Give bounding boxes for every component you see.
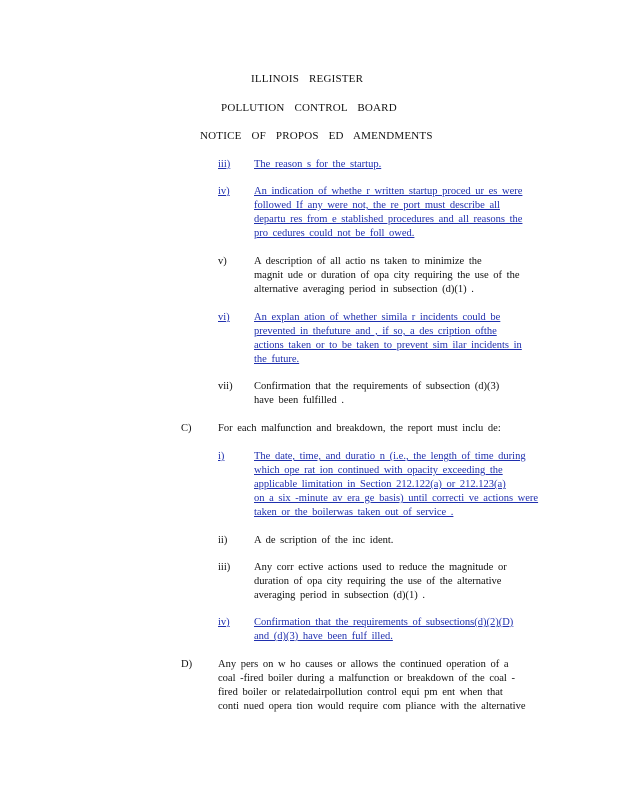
section-text-c: For each malfunction and breakdown, the report must inclu de:: [218, 423, 501, 434]
item-label-ii: ii): [218, 535, 228, 546]
item-label-iii: iii): [218, 159, 231, 170]
item-text-v: A description of all actio ns taken to minimize the magnit ude or duration of opa city requiring the use of the alternative averaging period in subsection (d)(1) .: [254, 256, 520, 295]
board-title: POLLUTION CONTROL BOARD: [221, 102, 397, 114]
item-label-iii-b: iii): [218, 562, 231, 573]
item-label-i: i): [218, 451, 225, 462]
item-text-i: The date, time, and duratio n (i.e., the length of time during which ope rat ion continued with opacity exceeding the applicable limitation in Section 212.122(a) or 212.123(a) on a six -minute av era ge basis) until correcti ve actions were taken or the boilerwas taken out of service .: [254, 451, 539, 518]
section-label-d: D): [181, 659, 193, 670]
item-text-iii: The reason s for the startup.: [254, 159, 382, 170]
item-label-v: v): [218, 256, 227, 267]
item-label-vii: vii): [218, 381, 233, 392]
item-label-vi: vi): [218, 312, 230, 323]
register-title: ILLINOIS REGISTER: [251, 73, 364, 85]
item-text-iii-b: Any corr ective actions used to reduce the magnitude or duration of opa city requiring the use of the alternative averaging period in subsection (d)(1) .: [254, 562, 507, 601]
item-label-iv-b: iv): [218, 617, 230, 628]
item-text-iv: An indication of whethe r written startup proced ur es were followed If any were not, the re port must describe all departu res from e stablished procedures and all reasons the pro cedures could not be foll owed.: [254, 186, 523, 239]
section-label-c: C): [181, 423, 192, 434]
item-text-vi: An explan ation of whether simila r incidents could be prevented in thefuture and , if so, a des cription ofthe actions taken or to be taken to prevent sim ilar incidents in the future.: [254, 312, 522, 365]
item-text-iv-b: Confirmation that the requirements of subsections(d)(2)(D) and (d)(3) have been fulf illed.: [254, 617, 514, 642]
item-label-iv: iv): [218, 186, 230, 197]
item-text-vii: Confirmation that the requirements of subsection (d)(3) have been fulfilled .: [254, 381, 500, 406]
notice-title: NOTICE OF PROPOS ED AMENDMENTS: [200, 130, 433, 142]
item-text-ii: A de scription of the inc ident.: [254, 535, 394, 546]
section-text-d: Any pers on w ho causes or allows the continued operation of a coal -fired boiler during a malfunction or breakdown of the coal - fired boiler or relatedairpollution control equi pm ent when that conti nued opera tion would require com pliance with the alternative: [218, 659, 526, 712]
